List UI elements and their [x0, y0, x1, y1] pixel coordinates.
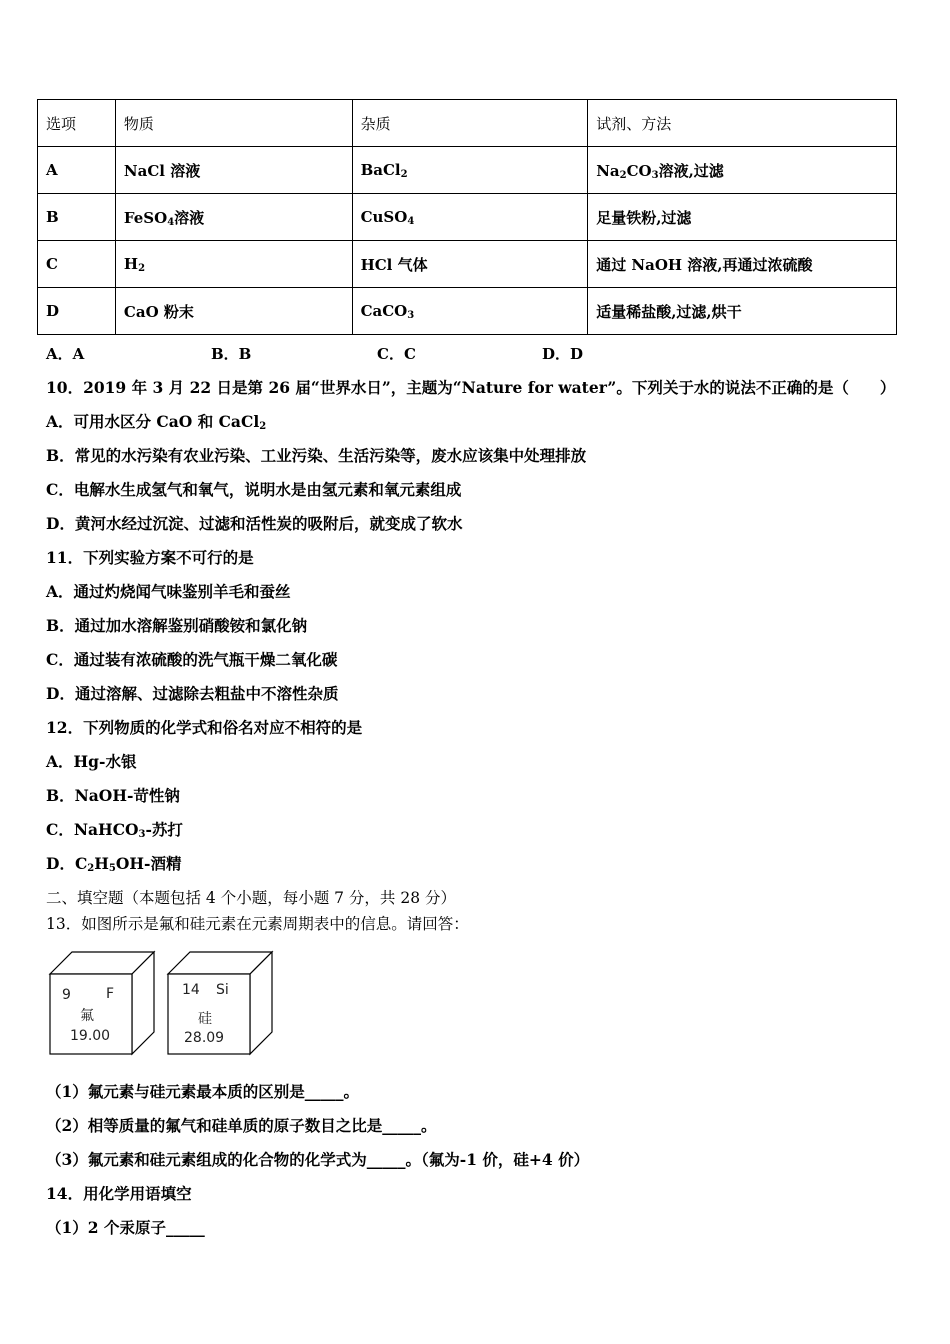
question-13-part-3: （3）氟元素和硅元素组成的化合物的化学式为_____。（氟为-1 价，硅+4 价） — [46, 1150, 590, 1169]
question-10-option-b[interactable]: B．常见的水污染有农业污染、工业污染、生活污染等，废水应该集中处理排放 — [46, 446, 587, 465]
question-10-option-c[interactable]: C．电解水生成氢气和氧气，说明水是由氢元素和氧元素组成 — [46, 480, 462, 499]
option-cell: D — [38, 288, 116, 335]
element-tile-silicon — [166, 950, 276, 1056]
question-11-option-a[interactable]: A．通过灼烧闻气味鉴别羊毛和蚕丝 — [46, 582, 291, 601]
option-cell: A — [38, 147, 116, 194]
question-12-option-d[interactable]: D．$C_2H_5OH-$酒精 — [46, 854, 182, 874]
element-symbol: F — [106, 986, 115, 1002]
atomic-number: 14 — [182, 982, 200, 998]
impurity-cell: BaCl$_2$ — [352, 147, 588, 194]
method-cell: 适量稀盐酸,过滤,烘干 — [588, 288, 897, 335]
question-10-stem: 10．2019 年 3 月 22 日是第 26 届“世界水日”，主题为“Nature for water”。下列关于水的说法不正确的是（ ） — [46, 378, 896, 397]
impurity-cell: CaCO$_3$ — [352, 288, 588, 335]
substance-cell: $H_2$ — [115, 241, 352, 288]
choice-b[interactable]: B．B — [211, 345, 252, 363]
atomic-mass: 19.00 — [70, 1028, 111, 1044]
table-row — [38, 241, 897, 288]
question-11-option-b[interactable]: B．通过加水溶解鉴别硝酸铵和氯化钠 — [46, 616, 308, 635]
question-12-option-c[interactable]: C．NaHCO$_3$-苏打 — [46, 820, 183, 840]
table-header-cell: 选项 — [38, 100, 116, 147]
question-13-part-2: （2）相等质量的氟气和硅单质的原子数目之比是_____。 — [46, 1116, 437, 1135]
question-12-stem: 12．下列物质的化学式和俗名对应不相符的是 — [46, 718, 363, 737]
table-header-row — [38, 100, 897, 147]
question-12-option-b[interactable]: B．NaOH-苛性钠 — [46, 786, 180, 805]
table-row — [38, 147, 897, 194]
table-header-cell: 杂质 — [352, 100, 588, 147]
method-cell: 足量铁粉,过滤 — [588, 194, 897, 241]
question-12-option-a[interactable]: A．Hg-水银 — [46, 752, 137, 771]
impurity-cell: HCl 气体 — [352, 241, 588, 288]
element-symbol: Si — [216, 982, 229, 998]
question-14-part-1: （1）2 个汞原子_____ — [46, 1218, 205, 1237]
option-cell: B — [38, 194, 116, 241]
element-name: 硅 — [198, 1011, 212, 1027]
method-cell: 通过 NaOH 溶液,再通过浓硫酸 — [588, 241, 897, 288]
substance-cell: CaO 粉末 — [115, 288, 352, 335]
table-header-cell: 物质 — [115, 100, 352, 147]
question-10-option-a[interactable]: A．可用水区分 CaO 和 CaCl$_2$ — [46, 412, 267, 432]
question-11-stem: 11．下列实验方案不可行的是 — [46, 548, 254, 567]
option-cell: C — [38, 241, 116, 288]
section-2-heading: 二、填空题（本题包括 4 个小题，每小题 7 分，共 28 分） — [46, 889, 457, 907]
question-11-option-d[interactable]: D．通过溶解、过滤除去粗盐中不溶性杂质 — [46, 684, 339, 703]
table-row — [38, 194, 897, 241]
method-cell: $Na_2CO_3$溶液,过滤 — [588, 147, 897, 194]
question-11-option-c[interactable]: C．通过装有浓硫酸的洗气瓶干燥二氧化碳 — [46, 650, 338, 669]
atomic-number: 9 — [62, 987, 71, 1003]
substance-cell: FeSO$_4$溶液 — [115, 194, 352, 241]
table-row — [38, 288, 897, 335]
options-table — [37, 99, 897, 335]
choice-c[interactable]: C．C — [377, 345, 416, 363]
table-header-cell: 试剂、方法 — [588, 100, 897, 147]
atomic-mass: 28.09 — [184, 1030, 225, 1046]
choice-d[interactable]: D．D — [542, 345, 584, 363]
question-13-part-1: （1）氟元素与硅元素最本质的区别是_____。 — [46, 1082, 360, 1101]
question-14-stem: 14．用化学用语填空 — [46, 1184, 192, 1203]
question-13-stem: 13．如图所示是氟和硅元素在元素周期表中的信息。请回答： — [46, 915, 469, 933]
impurity-cell: CuSO$_4$ — [352, 194, 588, 241]
substance-cell: NaCl 溶液 — [115, 147, 352, 194]
element-name: 氟 — [80, 1008, 94, 1024]
element-tile-fluorine — [48, 950, 158, 1056]
choice-a[interactable]: A．A — [46, 345, 85, 363]
question-10-option-d[interactable]: D．黄河水经过沉淀、过滤和活性炭的吸附后，就变成了软水 — [46, 514, 463, 533]
